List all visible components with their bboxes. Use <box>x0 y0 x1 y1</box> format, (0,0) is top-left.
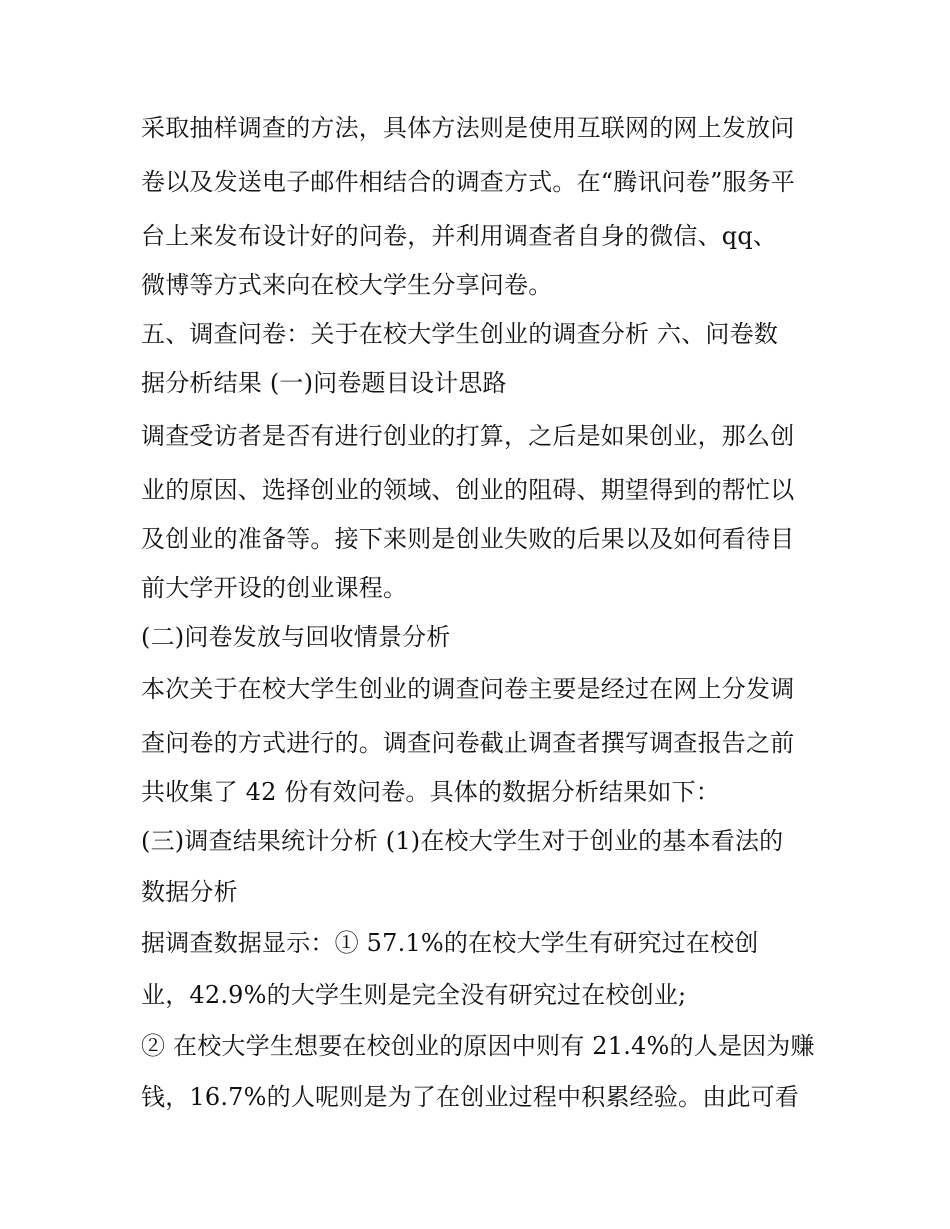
text-line: 微博等方式来向在校大学生分享问卷。 <box>141 271 553 299</box>
text-line: ② 在校大学生想要在校创业的原因中则有 21.4%的人是因为赚 <box>141 1032 815 1060</box>
text-line: 前大学开设的创业课程。 <box>141 574 408 602</box>
text-line: 采取抽样调查的方法，具体方法则是使用互联网的网上发放问 <box>141 114 795 142</box>
text-line: 据调查数据显示：① 57.1%的在校大学生有研究过在校创 <box>141 929 759 957</box>
text-line: 台上来发布设计好的问卷，并利用调查者自身的微信、qq、 <box>141 222 778 250</box>
section-heading-line: (二)问卷发放与回收情景分析 <box>141 623 451 651</box>
text-line: 查问卷的方式进行的。调查问卷截止调查者撰写调查报告之前 <box>141 729 795 757</box>
text-line: 业的原因、选择创业的领域、创业的阻碍、期望得到的帮忙以 <box>141 476 795 504</box>
section-heading-line: 据分析结果 (一)问卷题目设计思路 <box>141 369 507 397</box>
text-line: 及创业的准备等。接下来则是创业失败的后果以及如何看待目 <box>141 525 795 553</box>
section-heading-line: (三)调查结果统计分析 (1)在校大学生对于创业的基本看法的 <box>141 827 784 855</box>
section-heading-line: 五、调查问卷：关于在校大学生创业的调查分析 六、问卷数 <box>141 320 779 348</box>
text-line: 本次关于在校大学生创业的调查问卷主要是经过在网上分发调 <box>141 675 795 703</box>
text-line: 共收集了 42 份有效问卷。具体的数据分析结果如下： <box>141 778 720 806</box>
text-line: 卷以及发送电子邮件相结合的调查方式。在“腾讯问卷”服务平 <box>141 168 796 196</box>
text-line: 钱，16.7%的人呢则是为了在创业过程中积累经验。由此可看 <box>141 1083 800 1111</box>
section-heading-line: 数据分析 <box>141 878 238 906</box>
text-line: 业，42.9%的大学生则是完全没有研究过在校创业; <box>141 981 687 1009</box>
text-line: 调查受访者是否有进行创业的打算，之后是如果创业，那么创 <box>141 422 795 450</box>
